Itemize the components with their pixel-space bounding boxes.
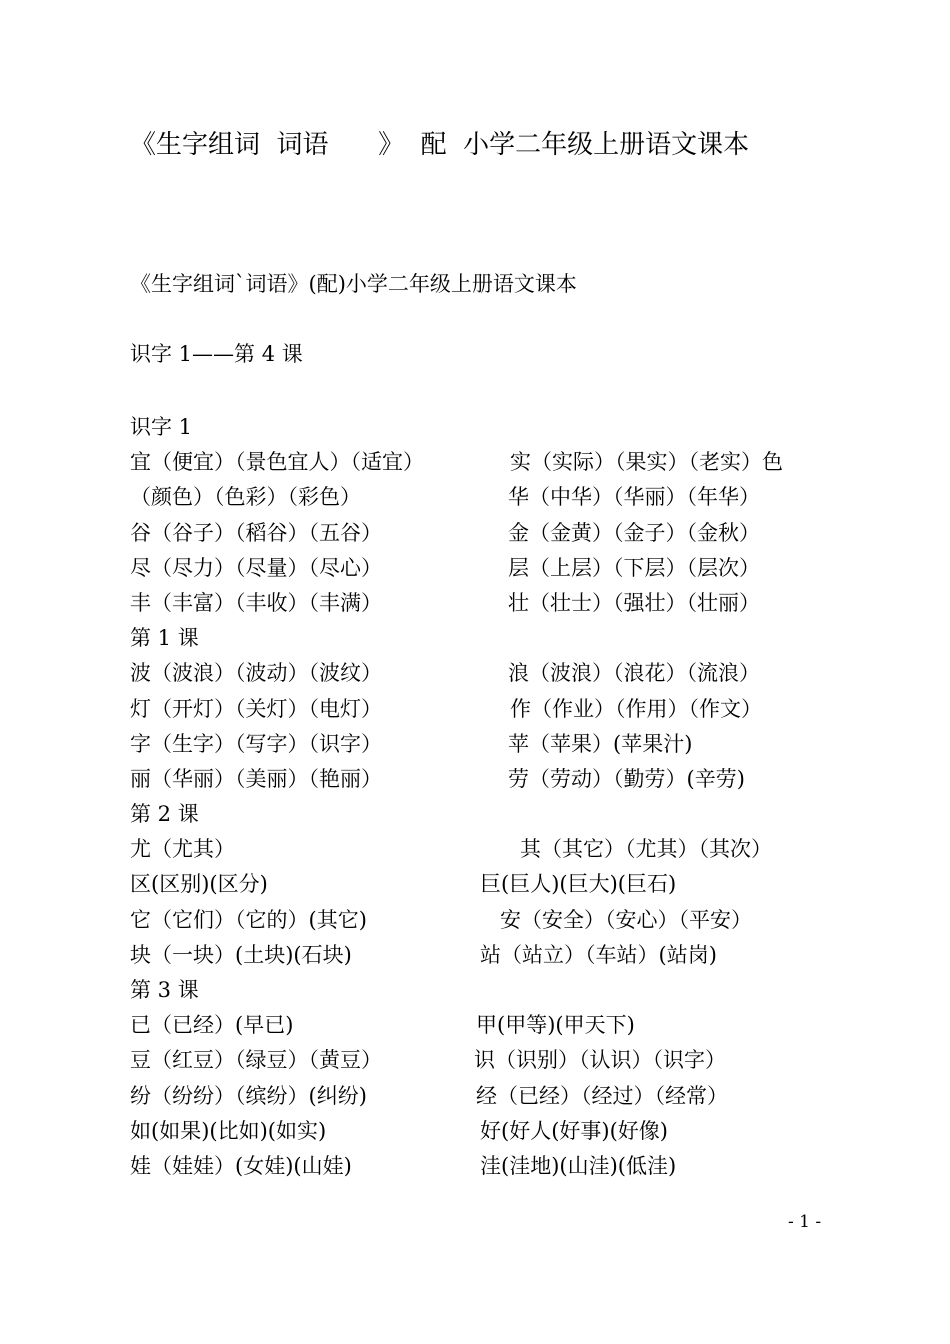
word-entry-left: 宜（便宜）（景色宜人）（适宜） <box>130 450 424 475</box>
lesson-heading-row <box>0 973 950 1008</box>
word-entry-right: 浪（波浪）（浪花）（流浪） <box>508 661 760 686</box>
word-entry-right: 识（识别）（认识）（识字） <box>474 1048 726 1073</box>
word-row <box>0 1149 950 1184</box>
word-entry-right: 好(好人(好事)(好像) <box>480 1118 668 1143</box>
word-entry-right: 金（金黄）（金子）（金秋） <box>508 520 760 545</box>
word-entry-left: 豆（红豆）（绿豆）（黄豆） <box>130 1048 382 1073</box>
word-entry-left: 它（它们）（它的）(其它) <box>130 907 367 932</box>
word-row <box>0 1043 950 1078</box>
word-entry-left: 波（波浪）（波动）（波纹） <box>130 661 382 686</box>
word-row <box>0 1008 950 1043</box>
lesson-heading-row <box>0 797 950 832</box>
word-entry-right: 苹（苹果）(苹果汁) <box>508 731 693 756</box>
word-entry-left: 灯（开灯）（关灯）（电灯） <box>130 696 382 721</box>
word-entry-right: 作（作业）（作用）（作文） <box>510 696 762 721</box>
lesson-heading: 第 1 课 <box>130 626 199 651</box>
word-row <box>0 656 950 691</box>
word-row <box>0 938 950 973</box>
word-entry-right: 劳（劳动）（勤劳）(辛劳) <box>508 766 745 791</box>
word-entry-left: 纷（纷纷）（缤纷）(纠纷) <box>130 1083 367 1108</box>
word-row <box>0 551 950 586</box>
document-subtitle: 《生字组词`词语》(配)小学二年级上册语文课本 <box>130 272 577 296</box>
word-row <box>0 445 950 480</box>
word-row <box>0 903 950 938</box>
word-row <box>0 480 950 515</box>
word-entry-left: 字（生字）（写字）（识字） <box>130 731 382 756</box>
section-range: 识字 1——第 4 课 <box>130 342 303 366</box>
lesson-heading-row <box>0 621 950 656</box>
word-entry-right: 巨(巨人)(巨大)(巨石) <box>480 872 677 897</box>
word-entry-left: （颜色）（色彩）（彩色） <box>130 485 361 510</box>
word-entry-right: 洼(洼地)(山洼)(低洼) <box>480 1153 677 1178</box>
word-entry-right: 实（实际）（果实）（老实）色 <box>510 450 783 475</box>
word-entry-left: 已（已经）(早已) <box>130 1013 294 1038</box>
word-entry-left: 如(如果)(比如)(如实) <box>130 1118 327 1143</box>
word-row <box>0 1114 950 1149</box>
page-number: - 1 - <box>788 1212 822 1232</box>
word-entry-right: 华（中华）（华丽）（年华） <box>508 485 760 510</box>
word-entry-left: 块（一块）(土块)(石块) <box>130 942 352 967</box>
word-row <box>0 832 950 867</box>
lesson-heading: 识字 1 <box>130 415 193 439</box>
word-entry-right: 经（已经）（经过）（经常） <box>476 1083 728 1108</box>
word-row <box>0 727 950 762</box>
word-entry-right: 站（站立）（车站）(站岗) <box>480 942 717 967</box>
word-entry-left: 丽（华丽）（美丽）（艳丽） <box>130 766 382 791</box>
lesson-heading: 第 3 课 <box>130 978 199 1002</box>
word-entry-right: 甲(甲等)(甲天下) <box>476 1013 635 1038</box>
word-entry-left: 尽（尽力）（尽量）（尽心） <box>130 555 382 580</box>
word-entry-left: 娃（娃娃）(女娃)(山娃) <box>130 1153 352 1178</box>
word-entry-left: 谷（谷子）（稻谷）（五谷） <box>130 520 382 545</box>
word-entry-right: 其（其它）（尤其）（其次） <box>520 837 772 862</box>
word-row <box>0 516 950 551</box>
word-row <box>0 762 950 797</box>
word-row <box>0 867 950 902</box>
word-list <box>0 410 950 1184</box>
word-row <box>0 692 950 727</box>
word-entry-left: 区(区别)(区分) <box>130 872 268 897</box>
word-entry-right: 安（安全）（安心）（平安） <box>500 907 752 932</box>
word-row <box>0 586 950 621</box>
word-row <box>0 1079 950 1114</box>
lesson-heading: 第 2 课 <box>130 802 199 827</box>
word-entry-right: 壮（壮士）（强壮）（壮丽） <box>508 590 760 615</box>
lesson-heading-row <box>0 410 950 445</box>
document-title: 《生字组词 词语 》 配 小学二年级上册语文课本 <box>130 130 750 160</box>
word-entry-left: 尤（尤其） <box>130 837 235 862</box>
word-entry-right: 层（上层）（下层）（层次） <box>508 555 760 580</box>
word-entry-left: 丰（丰富）（丰收）（丰满） <box>130 590 382 615</box>
